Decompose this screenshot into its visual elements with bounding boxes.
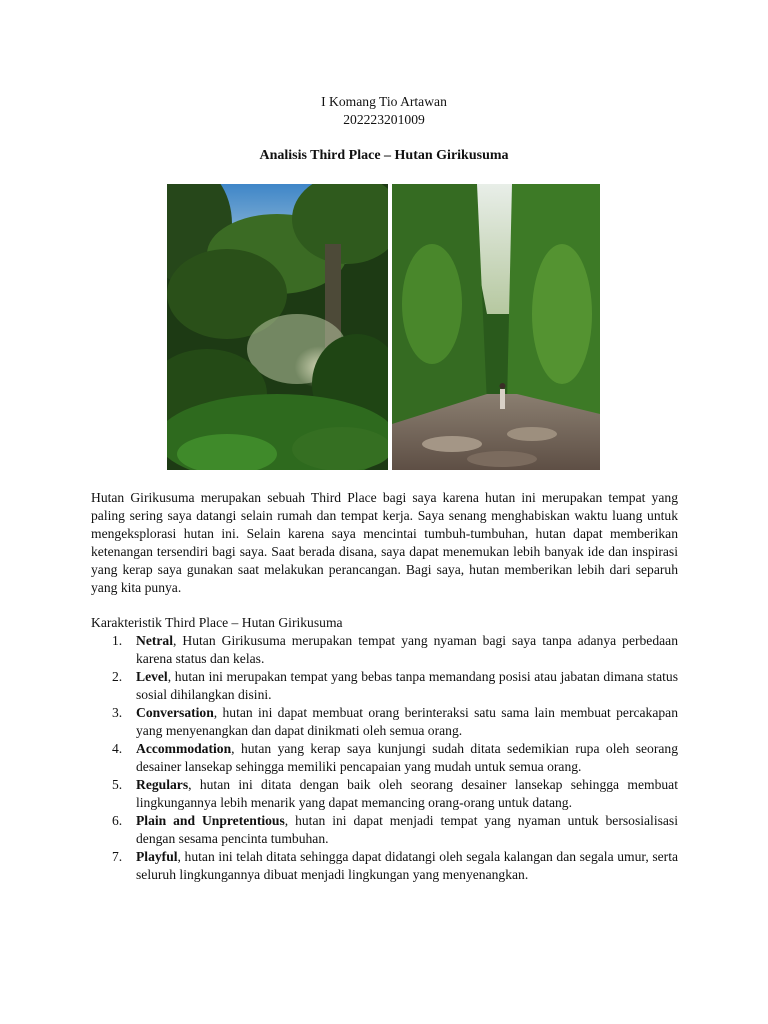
item-number: 5.: [112, 777, 123, 792]
item-text: , hutan ini dapat membuat orang berinteraksi satu sama lain membuat percakapan yang menyenangkan dan dapat dinikmati oleh semua orang.: [136, 705, 678, 738]
item-term: Playful: [136, 849, 178, 864]
item-text: , hutan ini ditata dengan baik oleh seorang desainer lansekap sehingga membuat lingkungannya lebih menarik yang dapat memancing orang-orang untuk datang.: [136, 777, 678, 810]
item-number: 6.: [112, 813, 123, 828]
item-term: Regulars: [136, 777, 189, 792]
item-text: , Hutan Girikusuma merupakan tempat yang nyaman bagi saya tanpa adanya perbedaan karena status dan kelas.: [136, 633, 678, 666]
item-number: 2.: [112, 669, 123, 684]
forest-canopy-photo: [167, 184, 388, 470]
item-text: , hutan ini merupakan tempat yang bebas tanpa memandang posisi atau jabatan dimana status sosial dihilangkan disini.: [136, 669, 678, 702]
intro-paragraph: Hutan Girikusuma merupakan sebuah Third Place bagi saya karena hutan ini merupakan tempat yang paling sering saya datangi selain rumah dan tempat kerja. Saya senang menghabiskan waktu luang untuk mengeksplorasi hutan ini. Selain karena saya mencintai tumbuh-tumbuhan, hutan dapat memberikan ketenangan tersendiri bagi saya. Saat berada disana, saya dapat menemukan lebih banyak ide dan inspirasi yang kerap saya gunakan saat melakukan perancangan. Bagi saya, hutan memberikan lebih dari separuh yang kita punya.: [91, 490, 678, 595]
student-id: 202223201009: [343, 112, 425, 127]
document-title: Analisis Third Place – Hutan Girikusuma: [259, 148, 509, 163]
item-number: 7.: [112, 849, 123, 864]
item-term: Conversation: [136, 705, 214, 720]
list-item: [91, 704, 678, 740]
river-gorge-photo: [392, 184, 600, 470]
author-name: I Komang Tio Artawan: [321, 94, 447, 109]
item-term: Level: [136, 669, 168, 684]
list-item: [91, 776, 678, 812]
characteristics-list: [91, 632, 678, 884]
list-item: [91, 632, 678, 668]
item-number: 1.: [112, 633, 123, 648]
item-number: 4.: [112, 741, 123, 756]
list-item: [91, 848, 678, 884]
item-term: Netral: [136, 633, 173, 648]
list-item: [91, 668, 678, 704]
list-heading: Karakteristik Third Place – Hutan Girikusuma: [91, 615, 343, 630]
list-item: [91, 812, 678, 848]
item-term: Accommodation: [136, 741, 232, 756]
item-number: 3.: [112, 705, 123, 720]
item-text: , hutan ini telah ditata sehingga dapat didatangi oleh segala kalangan dan segala umur, serta seluruh lingkungannya dibuat menjadi lingkungan yang menyenangkan.: [136, 849, 678, 882]
list-item: [91, 740, 678, 776]
item-text: , hutan ini dapat menjadi tempat yang nyaman untuk bersosialisasi dengan sesama pencinta tumbuhan.: [136, 813, 678, 846]
item-text: , hutan yang kerap saya kunjungi sudah ditata sedemikian rupa oleh seorang desainer lansekap sehingga memiliki pencapaian yang mudah untuk semua orang.: [136, 741, 678, 774]
item-term: Plain and Unpretentious: [136, 813, 285, 828]
